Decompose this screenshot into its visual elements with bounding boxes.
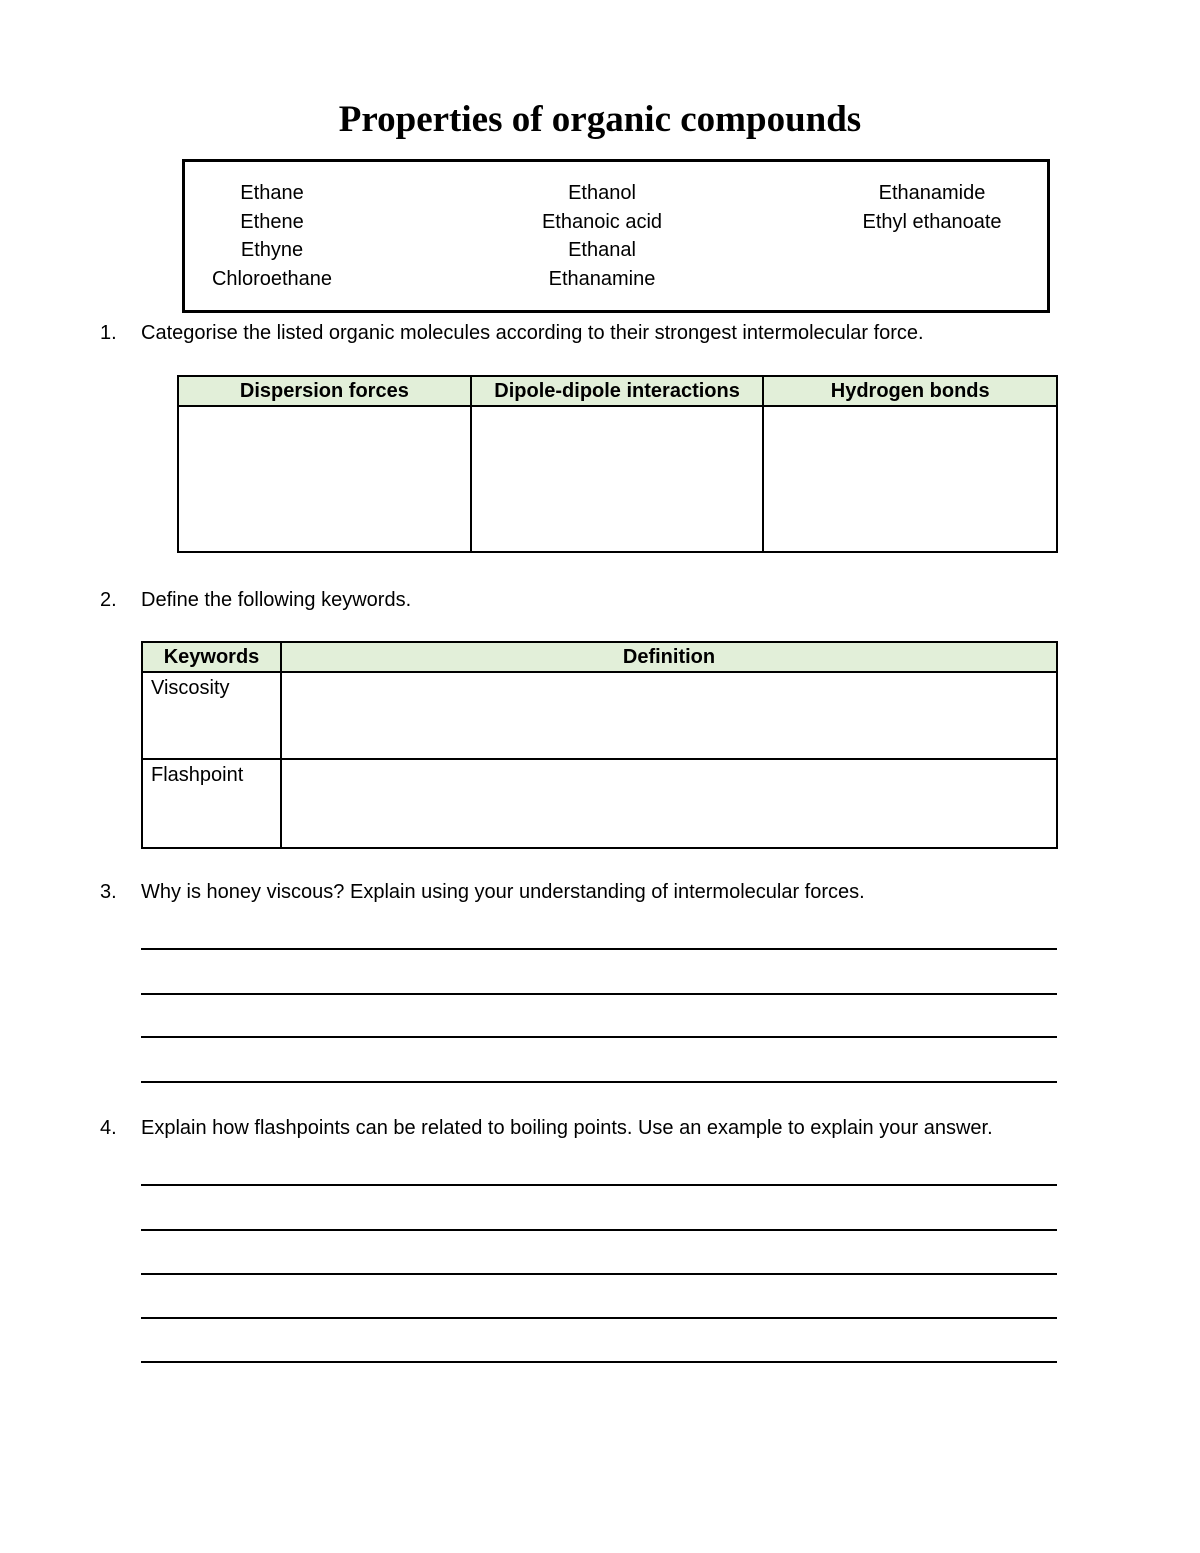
- word-bank-item: Chloroethane: [211, 267, 333, 290]
- forces-table: [177, 375, 1058, 553]
- definition-cell-viscosity[interactable]: [281, 672, 1057, 759]
- question-1: [100, 322, 924, 345]
- word-bank-item: Ethene: [240, 210, 304, 233]
- answer-cell-dipole[interactable]: [471, 406, 764, 552]
- page-title: Properties of organic compounds: [338, 99, 862, 140]
- header-definition: Definition: [281, 642, 1057, 672]
- keyword-flashpoint: Flashpoint: [142, 759, 281, 848]
- answer-line[interactable]: [141, 1081, 1057, 1083]
- question-number: 1.: [100, 322, 117, 344]
- word-bank-item: Ethanoic acid: [541, 210, 663, 233]
- answer-line[interactable]: [141, 1361, 1057, 1363]
- question-text: Explain how flashpoints can be related to boiling points. Use an example to explain your answer.: [141, 1117, 993, 1139]
- word-bank-item: Ethanal: [568, 239, 636, 261]
- question-number: 2.: [100, 589, 117, 611]
- table-header-row: [178, 376, 1057, 406]
- keyword-viscosity: Viscosity: [142, 672, 281, 759]
- keywords-table: [141, 641, 1058, 849]
- answer-line[interactable]: [141, 1229, 1057, 1231]
- question-4: [100, 1117, 993, 1140]
- answer-line[interactable]: [141, 993, 1057, 995]
- word-bank-column-3: [847, 179, 1017, 236]
- table-row: [142, 759, 1057, 848]
- definition-cell-flashpoint[interactable]: [281, 759, 1057, 848]
- header-dispersion-forces: Dispersion forces: [178, 376, 471, 406]
- question-2: [100, 589, 411, 612]
- header-dipole-dipole: Dipole-dipole interactions: [471, 376, 764, 406]
- answer-line[interactable]: [141, 948, 1057, 950]
- answer-cell-dispersion[interactable]: [178, 406, 471, 552]
- word-bank-column-1: [187, 179, 357, 293]
- table-row: [142, 672, 1057, 759]
- answer-line[interactable]: [141, 1036, 1057, 1038]
- word-bank-column-2: [517, 179, 687, 293]
- answer-line[interactable]: [141, 1184, 1057, 1186]
- header-hydrogen-bonds: Hydrogen bonds: [763, 376, 1057, 406]
- word-bank-item: Ethanamide: [878, 182, 986, 204]
- question-text: Why is honey viscous? Explain using your understanding of intermolecular forces.: [141, 881, 865, 903]
- word-bank-item: Ethanol: [568, 182, 636, 204]
- word-bank-item: Ethanamine: [548, 267, 656, 290]
- word-bank-item: Ethyl ethanoate: [862, 210, 1002, 233]
- question-number: 3.: [100, 881, 117, 903]
- table-header-row: [142, 642, 1057, 672]
- question-number: 4.: [100, 1117, 117, 1139]
- word-bank-item: Ethyne: [240, 239, 304, 261]
- table-row: [178, 406, 1057, 552]
- word-bank: [182, 159, 1050, 313]
- answer-line[interactable]: [141, 1317, 1057, 1319]
- question-text: Categorise the listed organic molecules according to their strongest intermolecular force.: [141, 322, 924, 344]
- answer-cell-hydrogen[interactable]: [763, 406, 1057, 552]
- question-3: [100, 881, 865, 904]
- word-bank-item: Ethane: [240, 182, 304, 204]
- answer-line[interactable]: [141, 1273, 1057, 1275]
- question-text: Define the following keywords.: [141, 589, 412, 611]
- header-keywords: Keywords: [142, 642, 281, 672]
